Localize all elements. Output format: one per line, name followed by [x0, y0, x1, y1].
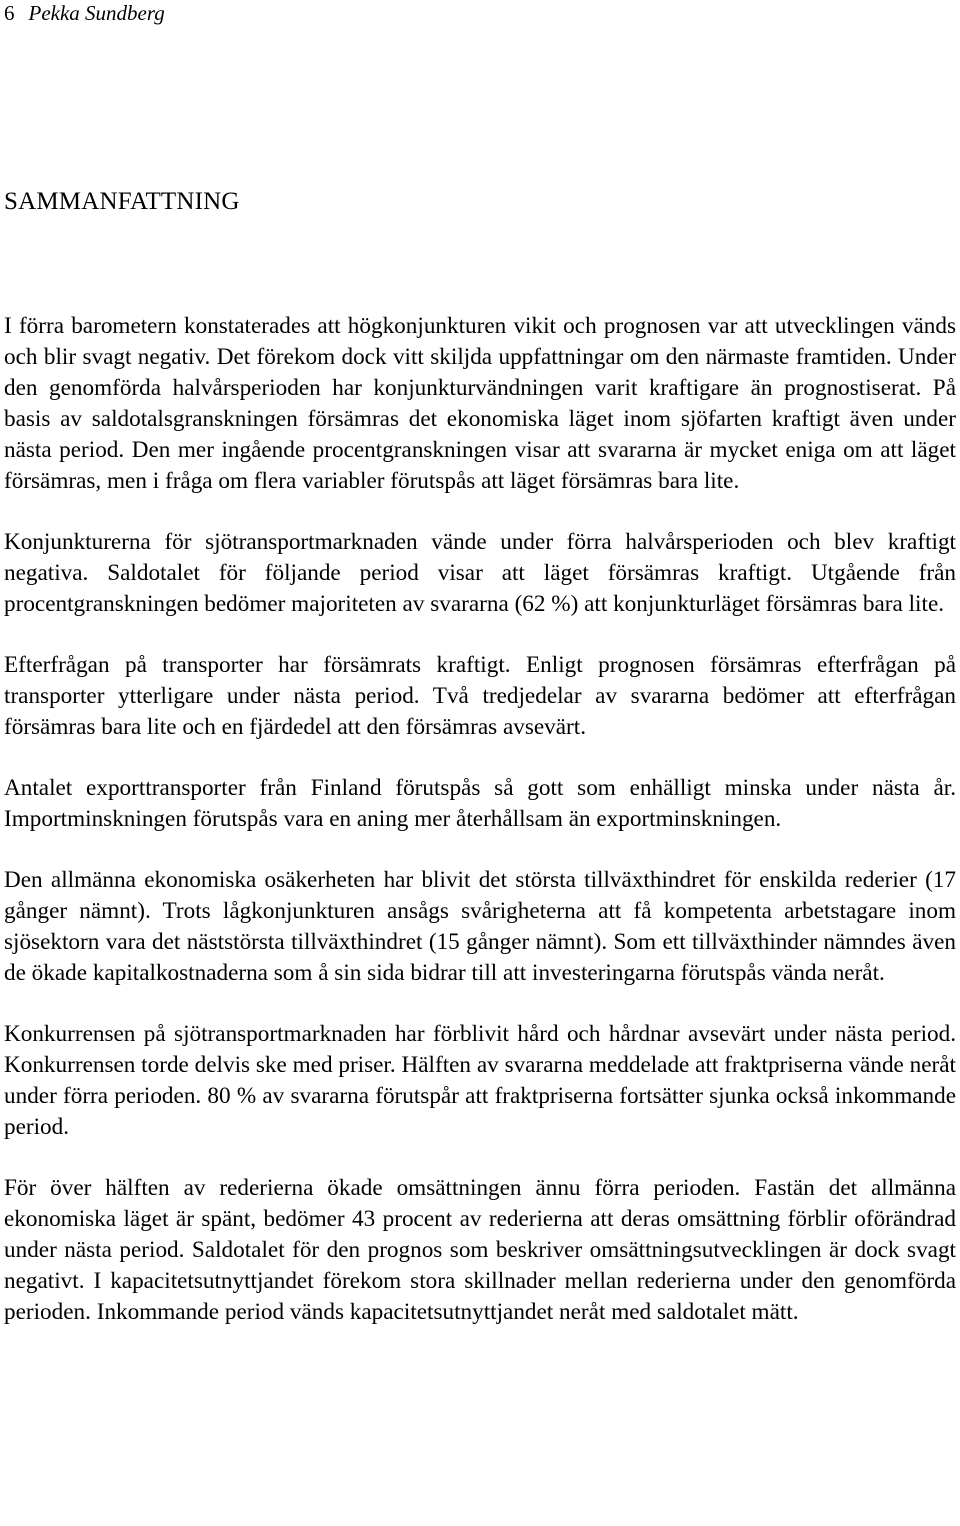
paragraph-2: Konjunkturerna för sjötransportmarknaden vände under förra halvårsperioden och blev kraftigt negativa. Saldotalet för följande period visar att läget försämras kraftigt. Utgående från procentgranskningen bedömer majoriteten av svararna (62 %) att konjunkturläget försämras bara lite.: [4, 529, 956, 617]
page-number: 6: [4, 1, 15, 25]
section-title: SAMMANFATTNING: [4, 188, 240, 215]
paragraph-6: Konkurrensen på sjötransportmarknaden har förblivit hård och hårdnar avsevärt under nästa period. Konkurrensen torde delvis ske med priser. Hälften av svararna meddelade att fraktpriserna vände neråt under förra perioden. 80 % av svararna förutspår att fraktpriserna fortsätter sjunka också inkommande period.: [4, 1021, 956, 1140]
paragraph-5: Den allmänna ekonomiska osäkerheten har blivit det största tillväxthindret för enskilda rederier (17 gånger nämnt). Trots lågkonjunkturen ansågs svårigheterna att få kompetenta arbetstagare inom sjösektorn vara det näststörsta tillväxthindret (15 gånger nämnt). Som ett tillväxthinder nämndes även de ökade kapitalkostnaderna som å sin sida bidrar till att investeringarna förutspås vända neråt.: [4, 867, 956, 986]
body-text: [4, 311, 956, 1358]
paragraph-4: Antalet exporttransporter från Finland förutspås så gott som enhälligt minska under nästa år. Importminskningen förutspås vara en aning mer återhållsam än exportminskningen.: [4, 775, 956, 832]
author-name: Pekka Sundberg: [28, 1, 165, 25]
paragraph-7: För över hälften av rederierna ökade omsättningen ännu förra perioden. Fastän det allmänna ekonomiska läget är spänt, bedömer 43 procent av rederierna att deras omsättning förblir oförändrad under nästa period. Saldotalet för den prognos som beskriver omsättningsutvecklingen är dock svagt negativt. I kapacitetsutnyttjandet förekom stora skillnader mellan rederierna under den genomförda perioden. Inkommande period vänds kapacitetsutnyttjandet neråt med saldotalet mätt.: [4, 1175, 956, 1325]
running-header: [4, 0, 165, 26]
paragraph-3: Efterfrågan på transporter har försämrats kraftigt. Enligt prognosen försämras efterfrågan på transporter ytterligare under nästa period. Två tredjedelar av svararna bedömer att efterfrågan försämras bara lite och en fjärdedel att den försämras avsevärt.: [4, 652, 956, 740]
paragraph-1: I förra barometern konstaterades att högkonjunkturen vikit och prognosen var att utvecklingen vänds och blir svagt negativ. Det förekom dock vitt skiljda uppfattningar om den närmaste framtiden. Under den genomförda halvårsperioden har konjunkturvändningen varit kraftigare än prognostiserat. På basis av saldotalsgranskningen försämras det ekonomiska läget inom sjöfarten kraftigt även under nästa period. Den mer ingående procentgranskningen visar att svararna är mycket eniga om att läget försämras, men i fråga om flera variabler förutspås att läget försämras bara lite.: [4, 313, 956, 494]
